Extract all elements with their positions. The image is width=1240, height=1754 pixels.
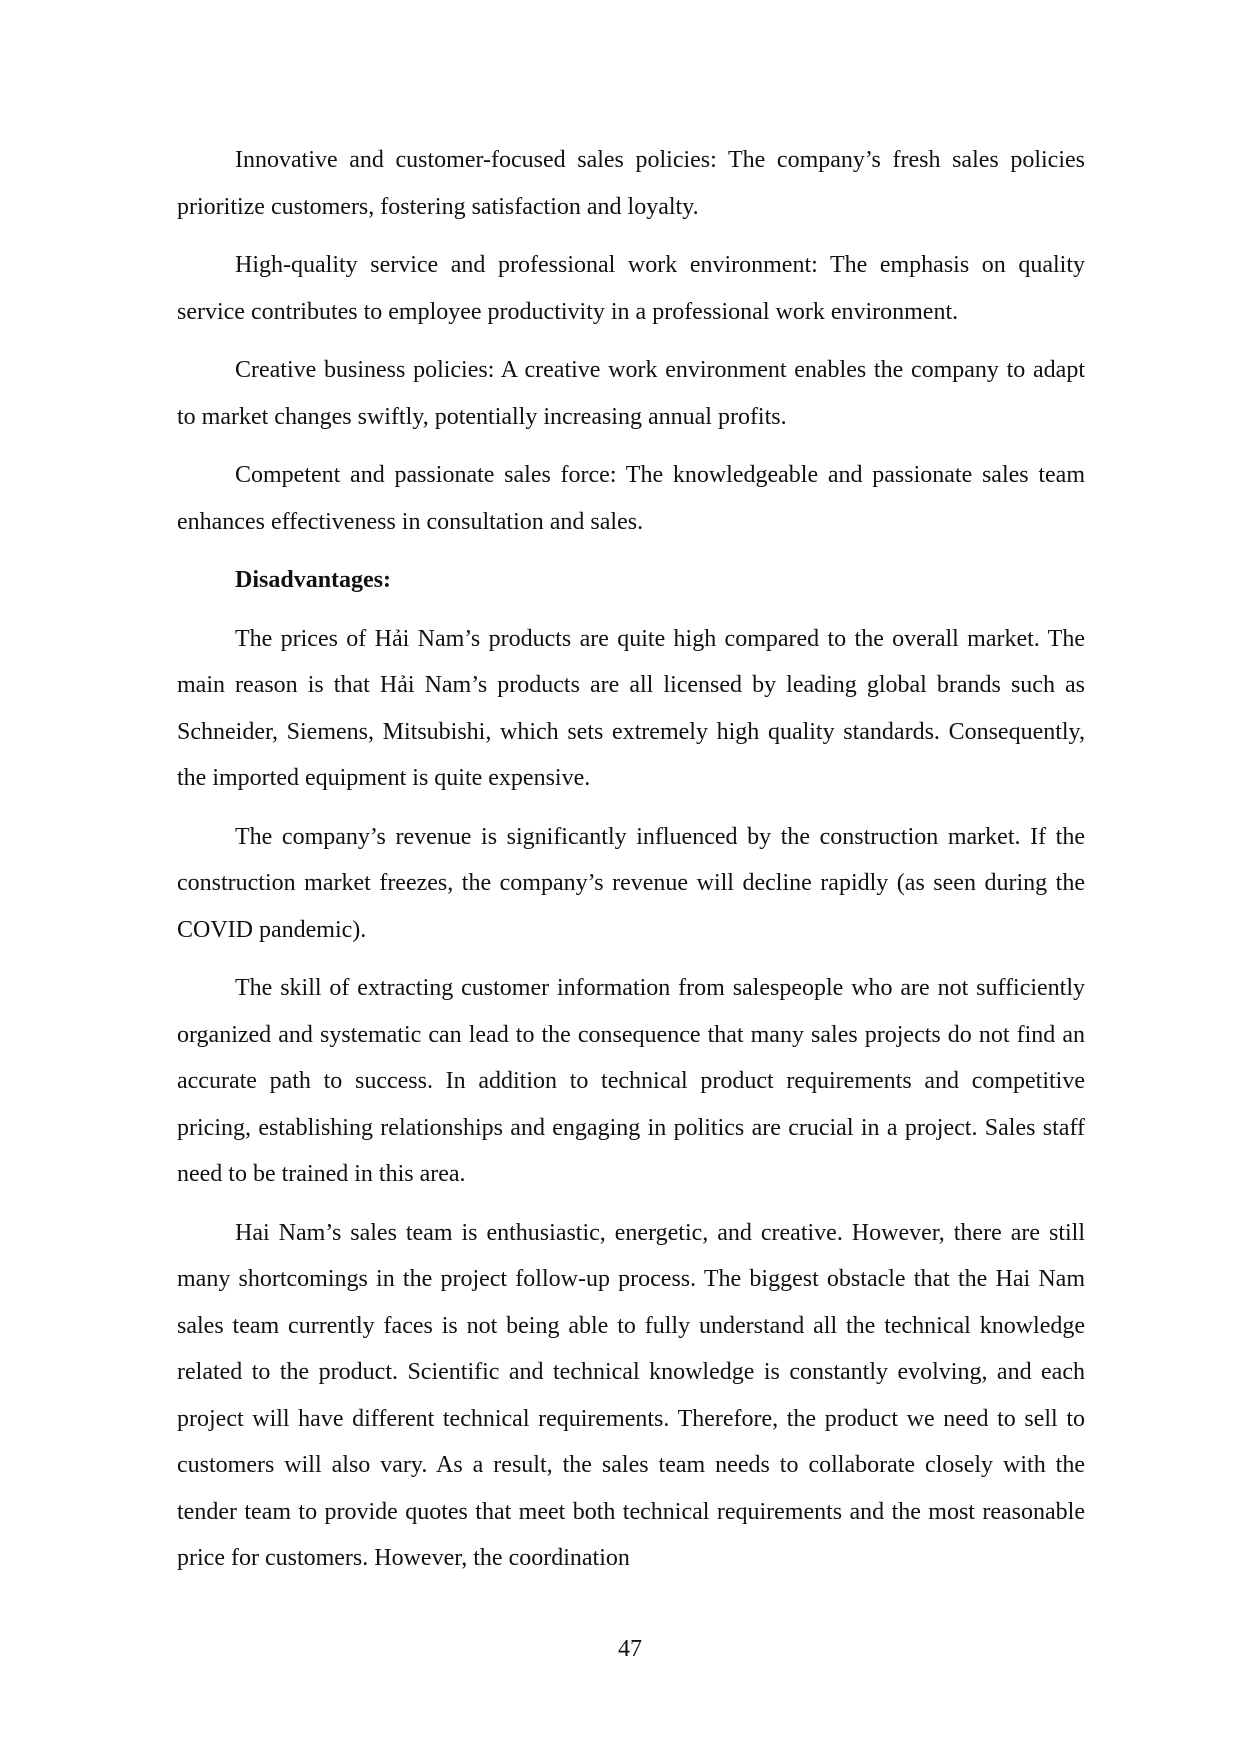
paragraph-business-policies: Creative business policies: A creative work environment enables the company to adapt to market changes swiftly, potentially increasing annual profits. <box>177 357 1085 430</box>
paragraph-customer-information: The skill of extracting customer information from salespeople who are not sufficiently organized and systematic can lead to the consequence that many sales projects do not find an accurate path to success. In addition to technical product requirements and competitive pricing, establishing relationships and engaging in politics are crucial in a project. Sales staff need to be trained in this area. <box>177 975 1085 1187</box>
paragraph-sales-force: Competent and passionate sales force: The knowledgeable and passionate sales team enhances effectiveness in consultation and sales. <box>177 462 1085 535</box>
paragraph-sales-policies: Innovative and customer-focused sales policies: The company’s fresh sales policies prioritize customers, fostering satisfaction and loyalty. <box>177 147 1085 220</box>
paragraph-sales-team: Hai Nam’s sales team is enthusiastic, energetic, and creative. However, there are still many shortcomings in the project follow-up process. The biggest obstacle that the Hai Nam sales team currently faces is not being able to fully understand all the technical knowledge related to the product. Scientific and technical knowledge is constantly evolving, and each project will have different technical requirements. Therefore, the product we need to sell to customers will also vary. As a result, the sales team needs to collaborate closely with the tender team to provide quotes that meet both technical requirements and the most reasonable price for customers. However, the coordination <box>177 1219 1085 1571</box>
page-number: 47 <box>618 1636 642 1662</box>
paragraph-prices: The prices of Hải Nam’s products are quite high compared to the overall market. The main reason is that Hải Nam’s products are all licensed by leading global brands such as Schneider, Siemens, Mitsubishi, which sets extremely high quality standards. Consequently, the imported equipment is quite expensive. <box>177 625 1085 791</box>
heading-disadvantages: Disadvantages: <box>235 567 392 593</box>
paragraph-service-quality: High-quality service and professional work environment: The emphasis on quality service contributes to employee productivity in a professional work environment. <box>177 252 1085 325</box>
paragraph-revenue: The company’s revenue is significantly influenced by the construction market. If the construction market freezes, the company’s revenue will decline rapidly (as seen during the COVID pandemic). <box>177 823 1085 943</box>
page-body <box>177 137 1085 1594</box>
